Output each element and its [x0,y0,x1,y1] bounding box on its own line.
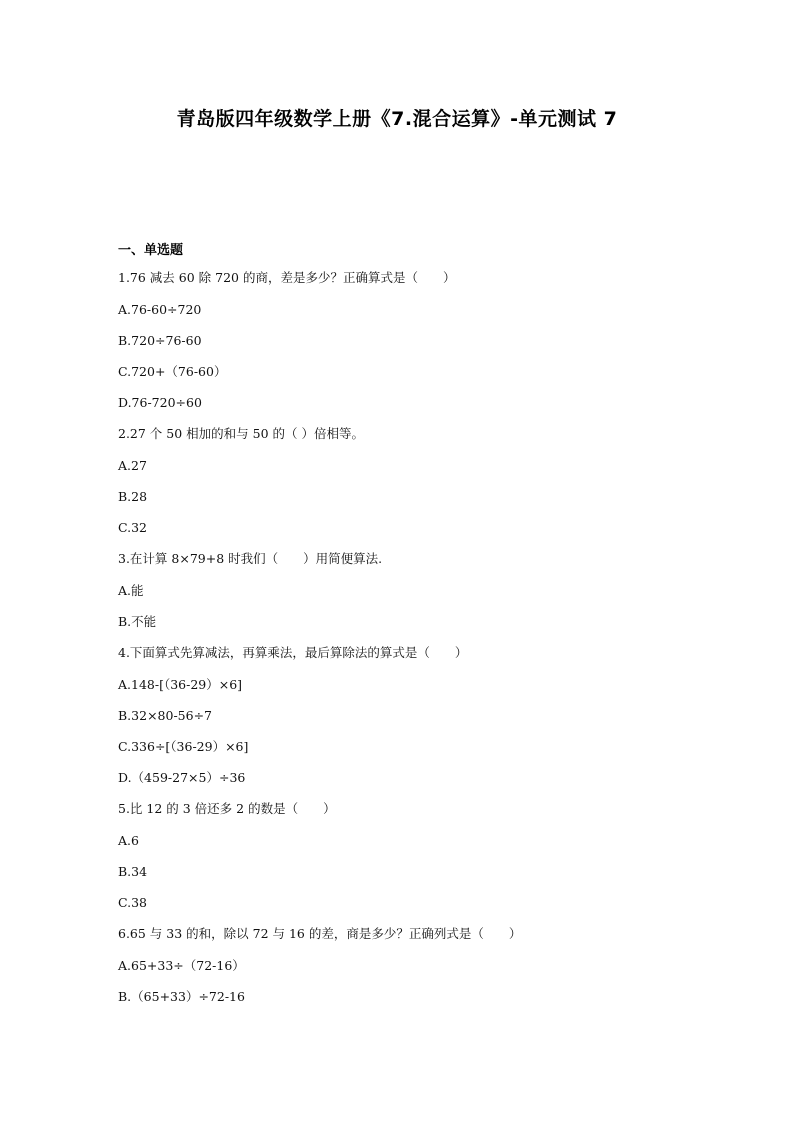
page-title: 青岛版四年级数学上册《7.混合运算》-单元测试 7 [176,108,618,130]
question-3-option-a: A.能 [118,583,144,598]
question-stem-3: 3.在计算 8×79+8 时我们（ ）用简便算法. [118,551,383,566]
question-1-option-b: B.720÷76-60 [118,333,202,348]
question-5-option-c: C.38 [118,895,147,910]
question-2-option-b: B.28 [118,489,148,504]
question-2-option-a: A.27 [118,458,147,473]
question-2-option-c: C.32 [118,520,147,535]
question-stem-5: 5.比 12 的 3 倍还多 2 的数是（ ） [118,801,336,816]
question-4-option-d: D.（459-27×5）÷36 [118,770,246,785]
question-stem-6: 6.65 与 33 的和，除以 72 与 16 的差，商是多少？正确列式是（ ） [118,926,522,941]
question-1-option-d: D.76-720÷60 [118,395,202,410]
question-4-option-a: A.148-[（36-29）×6] [118,677,243,692]
section-heading: 一、单选题 [118,243,184,258]
question-3-option-b: B.不能 [118,614,157,629]
question-4-option-c: C.336÷[（36-29）×6] [118,739,249,754]
question-5-option-a: A.6 [118,833,139,848]
question-1-option-a: A.76-60÷720 [118,302,202,317]
question-1-option-c: C.720+（76-60） [118,364,227,379]
question-4-option-b: B.32×80-56÷7 [118,708,213,723]
question-stem-2: 2.27 个 50 相加的和与 50 的（ ）倍相等。 [118,426,364,441]
question-stem-4: 4.下面算式先算减法，再算乘法，最后算除法的算式是（ ） [118,645,468,660]
question-stem-1: 1.76 减去 60 除 720 的商，差是多少？正确算式是（ ） [118,270,456,285]
question-6-option-b: B.（65+33）÷72-16 [118,989,245,1004]
question-5-option-b: B.34 [118,864,148,879]
question-6-option-a: A.65+33÷（72-16） [118,958,245,973]
